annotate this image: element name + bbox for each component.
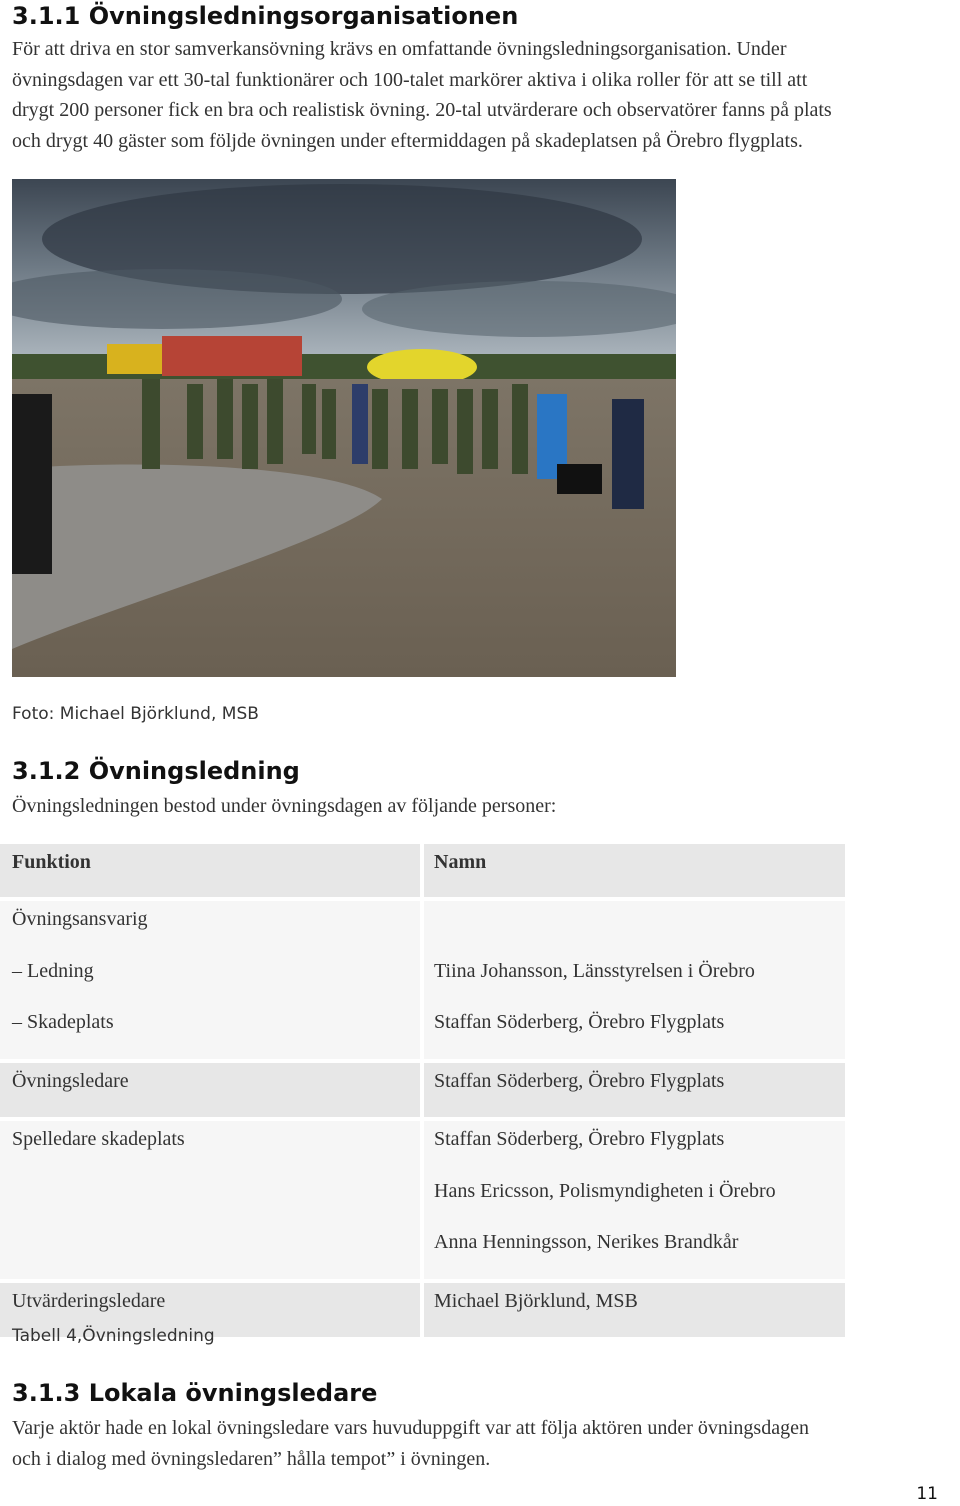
- paragraph-line: drygt 200 personer fick en bra och realistisk övning. 20-tal utvärderare och observatörer fanns på plats: [12, 99, 832, 121]
- ovningsledning-table: [0, 840, 849, 1341]
- paragraph-line: övningsdagen var ett 30-tal funktionärer och 100-talet markörer aktiva i olika roller för att se till att: [12, 68, 808, 91]
- paragraph-lokala: [12, 1413, 809, 1474]
- table-cell-funktion: Spelledare skadeplats: [12, 1128, 185, 1150]
- photo-caption: Foto: Michael Björklund, MSB: [12, 704, 259, 724]
- exercise-photo: [12, 179, 676, 677]
- paragraph-line: För att driva en stor samverkansövning krävs en omfattande övningsledningsorganisation. Under: [12, 38, 787, 60]
- table-cell-funktion: Utvärderingsledare: [12, 1289, 166, 1312]
- table-cell-funktion: Övningsansvarig: [12, 908, 148, 930]
- table-cell-funktion: – Skadeplats: [12, 1011, 114, 1033]
- table-cell-funktion: – Ledning: [12, 959, 94, 982]
- table-cell-namn: Staffan Söderberg, Örebro Flygplats: [434, 1011, 725, 1033]
- page-number: 11: [916, 1484, 938, 1504]
- table-cell-namn: Michael Björklund, MSB: [434, 1289, 638, 1312]
- table-header-namn: Namn: [424, 844, 845, 897]
- table-cell-namn: Anna Henningsson, Nerikes Brandkår: [434, 1231, 739, 1253]
- table-caption: Tabell 4,Övningsledning: [12, 1326, 215, 1346]
- paragraph-line: Varje aktör hade en lokal övningsledare vars huvuduppgift var att följa aktören under övningsdagen: [12, 1417, 809, 1439]
- table-cell-namn: [434, 901, 845, 956]
- table-header-row: [0, 844, 845, 897]
- table-cell-namn: Staffan Söderberg, Örebro Flygplats: [434, 1069, 725, 1092]
- section-heading-organisation: 3.1.1 Övningsledningsorganisationen: [12, 2, 519, 30]
- table-header-funktion: Funktion: [0, 844, 420, 897]
- paragraph-line: och drygt 40 gäster som följde övningen under eftermiddagen på skadeplatsen på Örebro flygplats.: [12, 129, 803, 152]
- paragraph-intro: Övningsledningen bestod under övningsdagen av följande personer:: [12, 795, 557, 817]
- table-row: [0, 901, 845, 1059]
- section-heading-lokala: 3.1.3 Lokala övningsledare: [12, 1379, 378, 1407]
- paragraph-organisation: [12, 34, 832, 156]
- table-cell-namn: Staffan Söderberg, Örebro Flygplats: [434, 1128, 725, 1150]
- table-cell-namn: Hans Ericsson, Polismyndigheten i Örebro: [434, 1179, 776, 1202]
- table-row: [0, 1121, 845, 1279]
- paragraph-line: och i dialog med övningsledaren” hålla tempot” i övningen.: [12, 1447, 491, 1470]
- section-heading-ovningsledning: 3.1.2 Övningsledning: [12, 757, 300, 785]
- table-cell-funktion: Övningsledare: [12, 1069, 129, 1092]
- table-cell-namn: Tiina Johansson, Länsstyrelsen i Örebro: [434, 959, 755, 982]
- table-row: [0, 1063, 845, 1118]
